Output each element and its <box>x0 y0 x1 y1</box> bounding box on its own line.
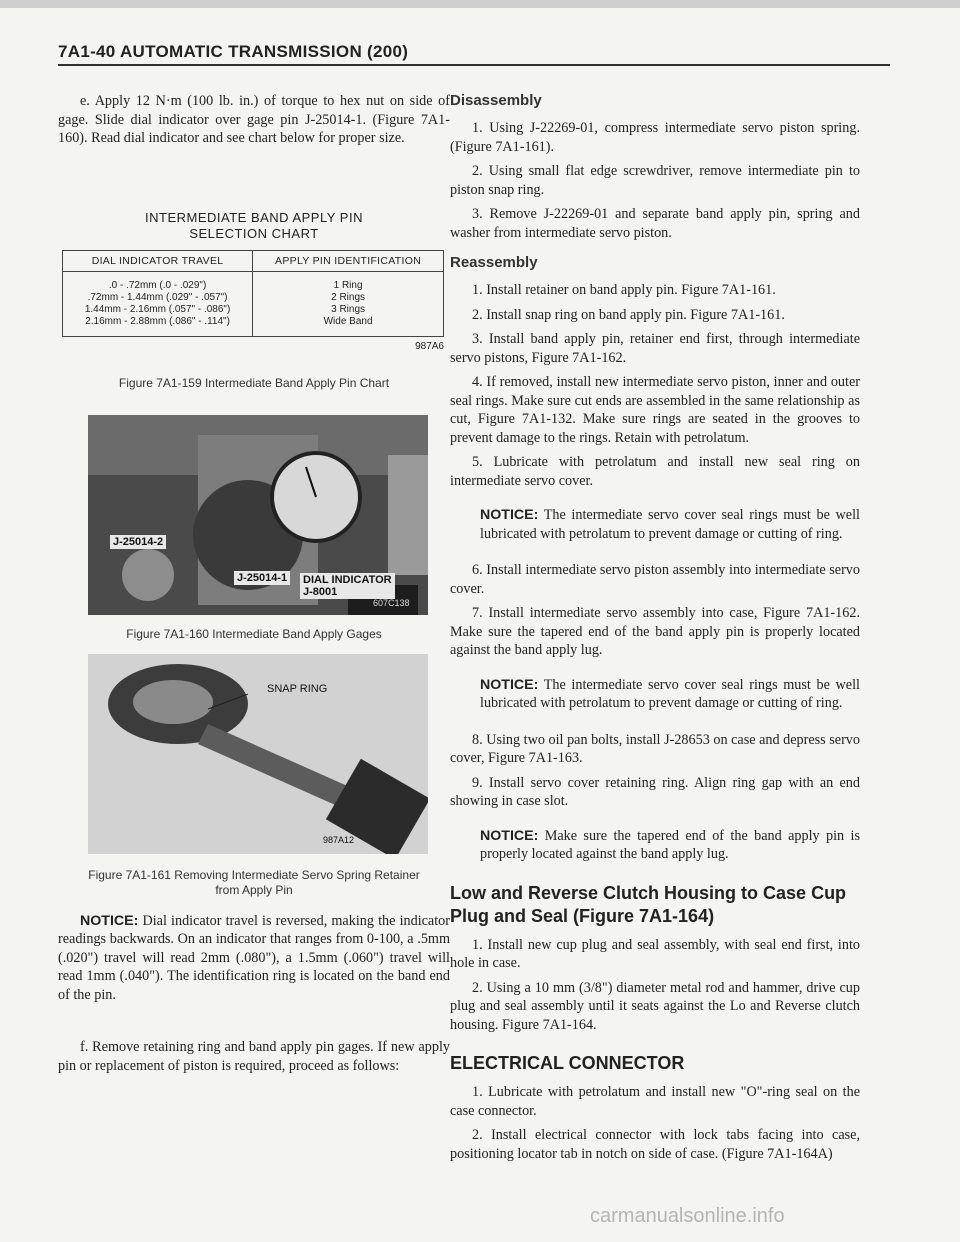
step-f: f. Remove retaining ring and band apply pin gages. If new apply pin or replacement of piston is required, proceed as follows: <box>58 1039 450 1074</box>
label-j25014-2: J-25014-2 <box>110 535 166 549</box>
page-header: 7A1-40 AUTOMATIC TRANSMISSION (200) <box>58 42 409 61</box>
label-j25014-1: J-25014-1 <box>234 571 290 585</box>
notice-dial: NOTICE: Dial indicator travel is reversed, making the indicator readings backwards. On an indicator that ranges from 0-100, a .5mm (.020") travel will read 2mm (.080"), a 1.5mm (.060") travel will read 1mm (.040"). The identification ring is located on the band end of the pin. <box>58 912 450 1003</box>
dis-step: 3. Remove J-22269-01 and separate band apply pin, spring and washer from intermediate servo piston. <box>450 206 860 241</box>
notice-1: NOTICE: The intermediate servo cover seal rings must be well lubricated with petrolatum to prevent damage or cutting of ring. <box>480 507 860 542</box>
figure-159-caption: Figure 7A1-159 Intermediate Band Apply Pin Chart <box>118 375 390 390</box>
low-reverse-heading: Low and Reverse Clutch Housing to Case Cup Plug and Seal (Figure 7A1-164) <box>450 882 847 926</box>
watermark: carmanualsonline.info <box>590 1205 785 1227</box>
table-header: DIAL INDICATOR TRAVEL <box>63 250 253 271</box>
low-step: 2. Using a 10 mm (3/8") diameter metal rod and hammer, drive cup plug and seal assembly until it seats against the Lo and Reverse clutch housing. Figure 7A1-164. <box>450 979 860 1033</box>
header-rule <box>58 64 890 66</box>
snap-ring-photo-image <box>88 654 428 854</box>
re-step: 7. Install intermediate servo assembly into case, Figure 7A1-162. Make sure the tapered end of the band apply pin is properly located against the band apply lug. <box>450 605 860 658</box>
re-step: 8. Using two oil pan bolts, install J-28653 on case and depress servo cover, Figure 7A1-163. <box>450 731 860 766</box>
disassembly-heading: Disassembly <box>450 92 542 109</box>
dis-step: 2. Using small flat edge screwdriver, remove intermediate pin to piston snap ring. <box>450 163 860 198</box>
label-snap-ring: SNAP RING <box>267 682 328 695</box>
re-step: 3. Install band apply pin, retainer end first, through intermediate servo pistons, Figure 7A1-162. <box>450 331 860 366</box>
step-e: e. Apply 12 N·m (100 lb. in.) of torque to hex nut on side of gage. Slide dial indicator over gage pin J-25014-1. (Figure 7A1-160). Read dial indicator and see chart below for proper size. <box>58 93 450 146</box>
electrical-connector-heading: ELECTRICAL CONNECTOR <box>450 1053 685 1073</box>
elec-step: 1. Lubricate with petrolatum and install new "O"-ring seal on the case connector. <box>450 1084 860 1119</box>
re-step: 1. Install retainer on band apply pin. Figure 7A1-161. <box>472 282 776 298</box>
reassembly-heading: Reassembly <box>450 254 538 271</box>
table-cell-identification: 1 Ring 2 Rings 3 Rings Wide Band <box>253 271 444 336</box>
apply-pin-table <box>62 250 444 337</box>
table-header: APPLY PIN IDENTIFICATION <box>253 250 444 271</box>
re-step: 2. Install snap ring on band apply pin. Figure 7A1-161. <box>472 306 785 323</box>
elec-step: 2. Install electrical connector with lock tabs facing into case, positioning locator tab in notch on side of case. (Figure 7A1-164A) <box>450 1127 860 1162</box>
left-column <box>58 92 450 1081</box>
right-column <box>450 92 860 1169</box>
photo1-code: 607C138 <box>373 597 410 608</box>
re-step: 6. Install intermediate servo piston assembly into intermediate servo cover. <box>450 562 860 597</box>
table-cell-travel: .0 - .72mm (.0 - .029") .72mm - 1.44mm (.029" - .057") 1.44mm - 2.16mm (.057" - .086") 2.16mm - 2.88mm (.086" - .114") <box>84 279 231 327</box>
re-step: 4. If removed, install new intermediate servo piston, inner and outer seal rings. Make sure cut ends are assembled in the same relationship as cut, Figure 7A1-132. Make sure rings are seated in the grooves to prevent damage to the rings. Retain with petrolatum. <box>450 374 860 446</box>
snap-ring-photo <box>88 654 428 854</box>
photo2-code: 987A12 <box>323 834 355 845</box>
top-edge <box>0 0 960 8</box>
dis-step: 1. Using J-22269-01, compress intermediate servo piston spring. (Figure 7A1-161). <box>450 120 860 155</box>
figure-161-caption: Figure 7A1-161 Removing Intermediate Servo Spring Retainer from Apply Pin <box>88 867 420 897</box>
gage-photo <box>88 415 428 615</box>
re-step: 9. Install servo cover retaining ring. Align ring gap with an end showing in case slot. <box>450 774 860 809</box>
low-step: 1. Install new cup plug and seal assembly, with seal end first, into hole in case. <box>450 936 860 971</box>
notice-3: NOTICE: Make sure the tapered end of the band apply pin is properly located against the band apply lug. <box>480 827 860 862</box>
figure-160-caption: Figure 7A1-160 Intermediate Band Apply Gages <box>126 626 382 641</box>
re-step: 5. Lubricate with petrolatum and install new seal ring on intermediate servo cover. <box>450 454 860 489</box>
table-code: 987A6 <box>415 340 444 352</box>
label-dial-indicator: DIAL INDICATOR J-8001 <box>300 573 395 599</box>
chart-title: INTERMEDIATE BAND APPLY PIN SELECTION CHART <box>145 209 363 241</box>
notice-2: NOTICE: The intermediate servo cover seal rings must be well lubricated with petrolatum to prevent damage or cutting of ring. <box>480 676 860 711</box>
